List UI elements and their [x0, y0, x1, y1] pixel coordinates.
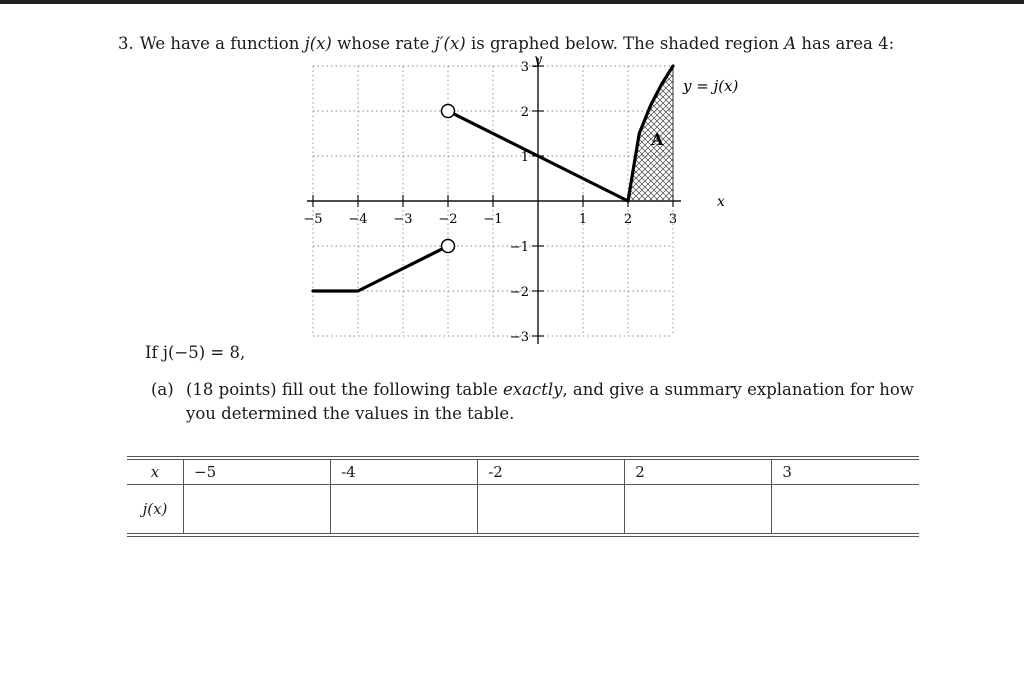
y-tick-label: 1 — [520, 150, 529, 165]
j-cell[interactable] — [772, 485, 919, 534]
rate-graph — [300, 52, 770, 345]
table-row-x — [127, 460, 919, 485]
j-cell[interactable] — [184, 485, 331, 534]
top-border — [0, 0, 1024, 4]
y-axis-label: y — [534, 52, 542, 68]
initial-condition: If j(−5) = 8, — [145, 343, 246, 362]
value-table — [127, 456, 919, 537]
x-axis-label: x — [717, 194, 725, 210]
x-tick-label: −4 — [348, 212, 368, 227]
y-tick-label: 3 — [520, 60, 529, 75]
x-tick-label: −3 — [393, 212, 413, 227]
x-tick-label: −2 — [438, 212, 458, 227]
y-tick-label: −3 — [509, 330, 529, 345]
x-cell: −5 — [184, 460, 331, 485]
row-x-label: x — [127, 460, 184, 485]
table-top-rule — [127, 456, 919, 457]
x-tick-label: 3 — [668, 212, 678, 227]
x-tick-label: −5 — [303, 212, 323, 227]
x-cell: 3 — [772, 460, 919, 485]
table-bottom-rule — [127, 536, 919, 537]
region-a-label: A — [651, 129, 664, 149]
table-row-j — [127, 485, 919, 534]
row-j-label: j(x) — [127, 485, 184, 534]
x-tick-label: −1 — [483, 212, 503, 227]
part-a-label: (a) — [151, 380, 174, 399]
x-tick-label: 1 — [578, 212, 588, 227]
x-tick-label: 2 — [623, 212, 633, 227]
part-a: (a) (18 points) fill out the following table exactly, and give a summary explanation for how you determined the values in the table. — [151, 380, 914, 423]
tick-labels — [303, 60, 677, 345]
y-tick-label: −1 — [509, 240, 529, 255]
open-endpoint — [442, 240, 455, 253]
x-cell: -2 — [478, 460, 625, 485]
y-tick-label: −2 — [509, 285, 529, 300]
j-cell[interactable] — [331, 485, 478, 534]
curve-label: y = j(x) — [683, 76, 739, 95]
problem-number: 3. — [118, 34, 134, 53]
open-endpoint — [442, 105, 455, 118]
x-cell: -4 — [331, 460, 478, 485]
series-line-1 — [313, 246, 448, 291]
j-cell[interactable] — [478, 485, 625, 534]
x-cell: 2 — [625, 460, 772, 485]
problem-statement: 3. We have a function j(x) whose rate j′(x) is graphed below. The shaded region A has area 4: — [118, 34, 895, 53]
j-cell[interactable] — [625, 485, 772, 534]
y-tick-label: 2 — [520, 105, 529, 120]
